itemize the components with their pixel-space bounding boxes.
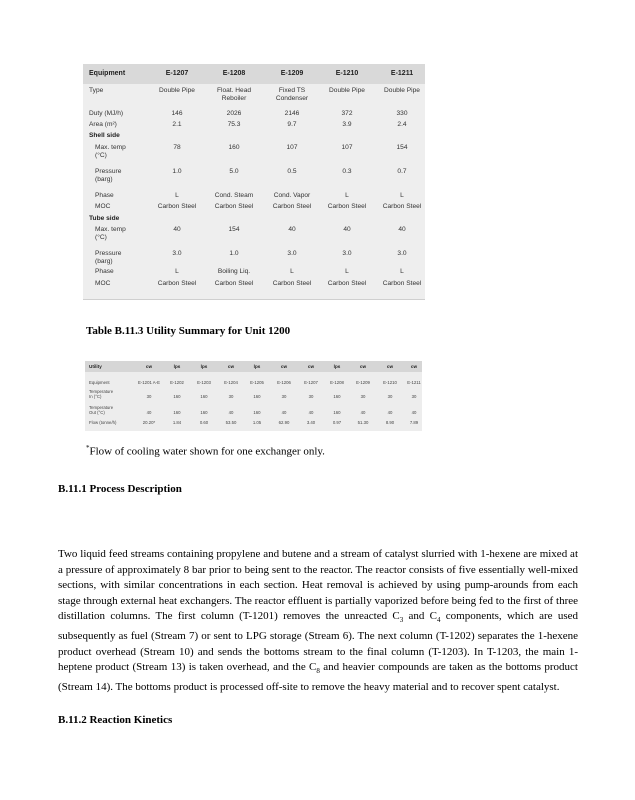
table-cell: 154 [228, 226, 240, 233]
table-cell: E-1205 [250, 380, 264, 385]
paragraph-text: Two liquid feed streams containing propylene and butene and a stream of catalyst slurried with 1-hexene are mixed at a pressure of approximately 8 bar prior to being sent to the reactor. The reactor consists of five essentially well-mixed sections, with similar concentrations in each section. Heat removal is achieved by using pump-arounds from each stage through external heat exchangers. The reactor effluent is partially vaporized before being fed to the first of three distillation columns. The first column (T-1201) removes the unreacted C [58, 548, 578, 623]
section-label: Tube side [89, 215, 120, 222]
table-cell: 1.05 [252, 420, 262, 425]
table-cell: Carbon Steel [157, 280, 197, 287]
row-label: (°C) [95, 234, 107, 242]
table-cell: 30 [228, 394, 234, 399]
table-cell: 40 [288, 226, 296, 233]
table-cell: 372 [341, 110, 353, 117]
table-cell: Float. Head [216, 87, 252, 94]
row-label: Pressure [95, 168, 122, 175]
table-cell: L [345, 268, 349, 275]
table-cell: E-1201 A-E [138, 380, 160, 385]
column-header: cw [307, 364, 315, 369]
row-label: Out (°C) [89, 410, 105, 415]
table-cell: 3.0 [397, 250, 407, 257]
table-cell: 30 [281, 394, 287, 399]
table-cell: E-1210 [383, 380, 397, 385]
table-cell: L [400, 192, 404, 199]
table-cell: 30 [146, 394, 152, 399]
table-cell: Carbon Steel [327, 280, 367, 287]
table-footnote [86, 444, 325, 458]
table-cell: 30 [387, 394, 393, 399]
table-cell: Carbon Steel [272, 203, 312, 210]
table-cell: Carbon Steel [157, 203, 197, 210]
footnote-mark: * [86, 444, 90, 452]
table-cell: 0.60 [199, 420, 209, 425]
table-cell: 40 [146, 410, 152, 415]
table-cell: 2.4 [397, 121, 407, 128]
row-label: Temperature [89, 405, 114, 410]
row-label: Max. temp [95, 226, 126, 233]
table-cell: L [400, 268, 404, 275]
table-cell: 0.97 [332, 420, 342, 425]
table-cell: 0.3 [342, 168, 352, 175]
table-cell: 30 [360, 394, 366, 399]
column-header: cw [145, 364, 153, 369]
table-cell: Fixed TS [278, 87, 306, 94]
table-cell: L [175, 268, 179, 275]
table-cell: 2146 [284, 110, 300, 117]
column-header: Equipment [89, 70, 126, 77]
table-cell: 40 [360, 410, 366, 415]
row-label: (barg) [95, 176, 113, 184]
table-cell: 1.0 [172, 168, 182, 175]
table-cell: 51.30 [357, 420, 369, 425]
table-cell: 154 [396, 144, 408, 151]
table-cell: L [175, 192, 179, 199]
table-cell: 2026 [226, 110, 242, 117]
table-cell: 30 [308, 394, 314, 399]
table-cell: Carbon Steel [214, 203, 254, 210]
table-cell: 40 [411, 410, 417, 415]
table-cell: 78 [173, 144, 181, 151]
table-cell: 30 [411, 394, 417, 399]
footnote-text: Flow of cooling water shown for one exchanger only. [89, 445, 325, 458]
column-header: Utility [89, 364, 102, 369]
heat-exchanger-table [83, 64, 425, 300]
table-cell: Boiling Liq. [217, 268, 251, 275]
table-cell: E-1206 [277, 380, 291, 385]
table-cell: 107 [286, 144, 298, 151]
table-cell: E-1211 [407, 380, 421, 385]
row-label: Phase [95, 268, 114, 275]
table-cell: 40 [387, 410, 393, 415]
column-header: E-1209 [280, 70, 304, 77]
table-cell: 160 [333, 394, 341, 399]
column-header: E-1211 [390, 70, 414, 77]
row-label: MOC [95, 280, 111, 287]
table-cell: 160 [200, 410, 208, 415]
table-cell: 160 [200, 394, 208, 399]
table-cell: E-1203 [197, 380, 211, 385]
table-cell: 20.20* [142, 420, 156, 425]
table-cell: 160 [253, 410, 261, 415]
row-label: Phase [95, 192, 114, 199]
utility-summary-table [85, 361, 422, 431]
table-cell: 3.0 [342, 250, 352, 257]
section-label: Shell side [89, 132, 120, 139]
table-cell: 160 [228, 144, 240, 151]
table-cell: 160 [173, 410, 181, 415]
table-cell: 0.7 [397, 168, 407, 175]
row-label: Pressure [95, 250, 122, 257]
table-cell: 62.90 [278, 420, 290, 425]
table-cell: Carbon Steel [382, 203, 422, 210]
table-cell: Double Pipe [384, 87, 420, 94]
table-cell: L [290, 268, 294, 275]
row-label: (barg) [95, 258, 113, 266]
table-cell: Double Pipe [159, 87, 195, 94]
table-cell: Reboiler [221, 95, 247, 103]
paragraph-text: and C [403, 610, 437, 623]
paragraph-text: components, which are used subsequently as fuel (Stream 7) or sent to LPG storage (Stream 6). The next column (T-1202) separates the 1-hexene product overhead (Stream 10) and sends the bottoms stream to the final column (T-1203). In T-1203, the main 1-heptene product (Stream 13) is taken overhead, and the C [58, 610, 578, 674]
table-cell: 9.7 [287, 121, 297, 128]
table-cell: 40 [173, 226, 181, 233]
paragraph-text: and heavier compounds are taken as the bottoms product (Stream 14). The bottoms product is processed off-site to remove the heavy material and to recover spent catalyst. [58, 661, 578, 694]
table-cell: 7.89 [409, 420, 419, 425]
table-cell: 3.0 [172, 250, 182, 257]
column-header: lps [333, 364, 341, 369]
column-header: lps [200, 364, 208, 369]
row-label: Equipment [89, 380, 110, 385]
table-cell: 2.1 [172, 121, 182, 128]
row-label: Duty (MJ/h) [89, 110, 124, 117]
table-cell: 40 [228, 410, 234, 415]
column-header: E-1207 [165, 70, 189, 77]
table-cell: Carbon Steel [214, 280, 254, 287]
process-description-paragraph [58, 547, 578, 696]
table-cell: 40 [343, 226, 351, 233]
subscript: 8 [316, 667, 320, 676]
table-cell: 160 [333, 410, 341, 415]
table-cell: 53.50 [225, 420, 237, 425]
table-cell: 0.5 [287, 168, 297, 175]
table-cell: 1.84 [172, 420, 182, 425]
table-cell: 5.0 [229, 168, 239, 175]
row-label: Temperature [89, 389, 114, 394]
table-cell: E-1204 [224, 380, 238, 385]
table-cell: E-1209 [356, 380, 370, 385]
section-heading-process-description: B.11.1 Process Description [58, 483, 182, 495]
column-header: E-1208 [222, 70, 246, 77]
table-cell: Carbon Steel [327, 203, 367, 210]
table-cell: 40 [281, 410, 287, 415]
table-cell: 40 [398, 226, 406, 233]
column-header: cw [410, 364, 418, 369]
subscript: 4 [436, 616, 441, 625]
table-cell: 107 [341, 144, 353, 151]
row-label: MOC [95, 203, 111, 210]
table-cell: E-1207 [304, 380, 318, 385]
row-label: Area (m²) [89, 121, 117, 128]
column-header: cw [280, 364, 288, 369]
table-cell: E-1202 [170, 380, 184, 385]
table-cell: 3.40 [306, 420, 316, 425]
row-label: In (°C) [89, 394, 102, 399]
table-cell: 3.9 [342, 121, 352, 128]
table-cell: Double Pipe [329, 87, 365, 94]
table-cell: 160 [253, 394, 261, 399]
column-header: cw [386, 364, 394, 369]
table-cell: Carbon Steel [272, 280, 312, 287]
row-label: Max. temp [95, 144, 126, 151]
subscript: 3 [399, 616, 404, 625]
row-label: Flow (tonne/h) [89, 420, 117, 425]
table-cell: 75.3 [227, 121, 241, 128]
table-cell: 3.0 [287, 250, 297, 257]
table-cell: Carbon Steel [382, 280, 422, 287]
table-cell: Cond. Steam [214, 192, 254, 199]
row-label: (°C) [95, 152, 107, 160]
table-cell: 146 [171, 110, 183, 117]
table-cell: 8.90 [385, 420, 395, 425]
column-header: E-1210 [335, 70, 359, 77]
section-heading-reaction-kinetics: B.11.2 Reaction Kinetics [58, 714, 173, 726]
table-cell: 330 [396, 110, 408, 117]
table-cell: L [345, 192, 349, 199]
table-cell: 40 [308, 410, 314, 415]
table-cell: Cond. Vapor [273, 192, 311, 199]
column-header: lps [253, 364, 261, 369]
column-header: cw [227, 364, 235, 369]
table-caption: Table B.11.3 Utility Summary for Unit 1200 [86, 325, 291, 337]
table-cell: Condenser [275, 95, 309, 103]
column-header: cw [359, 364, 367, 369]
row-label: Type [89, 87, 104, 94]
table-cell: 160 [173, 394, 181, 399]
column-header: lps [173, 364, 181, 369]
table-cell: E-1208 [330, 380, 344, 385]
table-cell: 1.0 [229, 250, 239, 257]
